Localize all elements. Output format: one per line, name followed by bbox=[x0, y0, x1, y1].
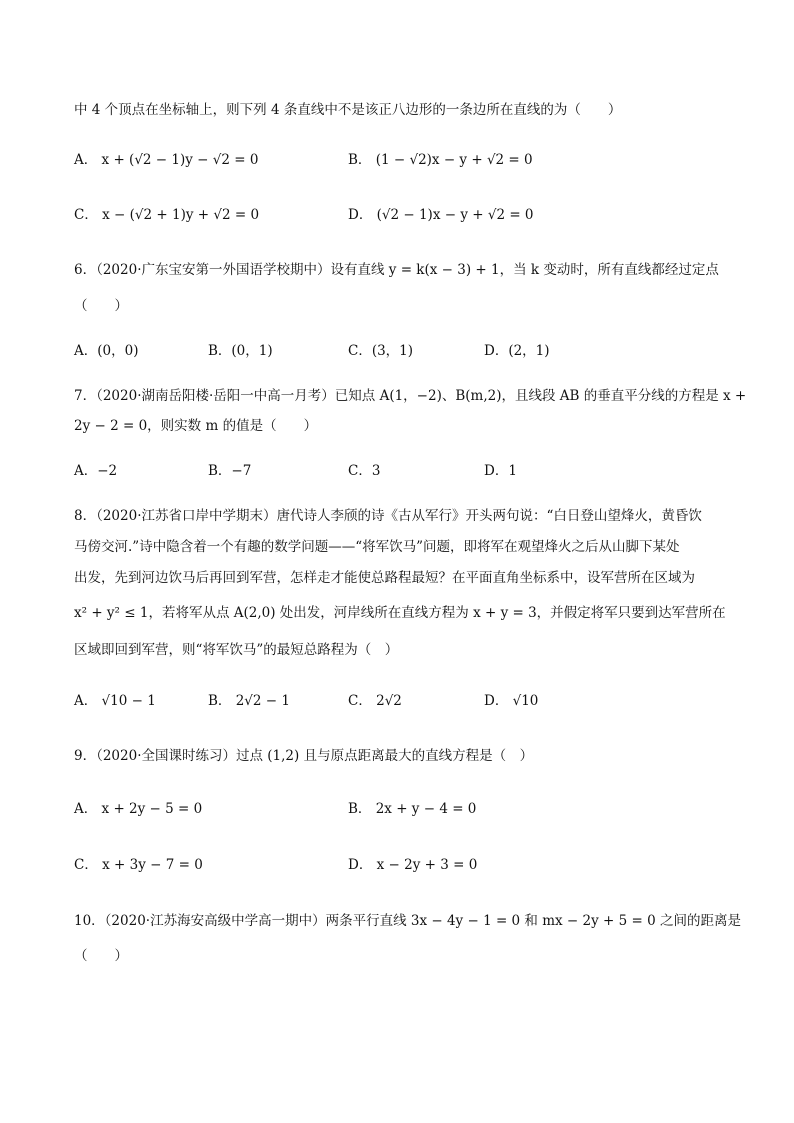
q5-option-c: C． x − (√2 + 1)y + √2 = 0 bbox=[74, 207, 260, 223]
q7-option-a: A．−2 bbox=[74, 463, 118, 479]
q5-option-a: A． x + (√2 − 1)y − √2 = 0 bbox=[74, 152, 259, 168]
q8-stem-line5: 区域即回到军营，则“将军饮马”的最短总路程为（ ） bbox=[74, 642, 399, 658]
q8-stem-line1: 8．（2020·江苏省口岸中学期末）唐代诗人李颀的诗《古从军行》开头两句说：“白日登山望烽火，黄昏饮 bbox=[74, 508, 702, 524]
q8-option-b: B． 2√2 − 1 bbox=[208, 693, 290, 709]
q7-stem-line2: 2y − 2 = 0，则实数 m 的值是（ ） bbox=[74, 418, 318, 434]
q6-option-c: C．(3，1) bbox=[348, 343, 414, 359]
q5-stem: 中 4 个顶点在坐标轴上，则下列 4 条直线中不是该正八边形的一条边所在直线的为（ ） bbox=[74, 102, 622, 118]
q9-stem: 9．（2020·全国课时练习）过点 (1,2) 且与原点距离最大的直线方程是（ ） bbox=[74, 748, 534, 764]
q9-option-d: D． x − 2y + 3 = 0 bbox=[348, 857, 478, 873]
q8-stem-line4: x² + y² ≤ 1，若将军从点 A(2,0) 处出发，河岸线所在直线方程为 x + y = 3，并假定将军只要到达军营所在 bbox=[74, 605, 726, 621]
q8-stem-line2: 马傍交河.”诗中隐含着一个有趣的数学问题——“将军饮马”问题，即将军在观望烽火之后从山脚下某处 bbox=[74, 539, 680, 555]
q9-option-b: B． 2x + y − 4 = 0 bbox=[348, 801, 477, 817]
q9-option-c: C． x + 3y − 7 = 0 bbox=[74, 857, 203, 873]
q5-option-b: B． (1 − √2)x − y + √2 = 0 bbox=[348, 152, 533, 168]
q6-option-b: B．(0，1) bbox=[208, 343, 273, 359]
q6-stem-line1: 6．（2020·广东宝安第一外国语学校期中）设有直线 y = k(x − 3) + 1，当 k 变动时，所有直线都经过定点 bbox=[74, 262, 719, 278]
q6-option-a: A．(0，0) bbox=[74, 343, 139, 359]
q7-option-b: B．−7 bbox=[208, 463, 252, 479]
q10-stem-line1: 10．（2020·江苏海安高级中学高一期中）两条平行直线 3x − 4y − 1 = 0 和 mx − 2y + 5 = 0 之间的距离是 bbox=[74, 913, 742, 929]
q10-stem-line2: （ ） bbox=[74, 948, 128, 964]
q7-option-d: D．1 bbox=[484, 463, 517, 479]
q7-stem-line1: 7．（2020·湖南岳阳楼·岳阳一中高一月考）已知点 A(1，−2)、B(m,2)，且线段 AB 的垂直平分线的方程是 x + bbox=[74, 388, 747, 404]
q8-option-c: C． 2√2 bbox=[348, 693, 402, 709]
q7-option-c: C．3 bbox=[348, 463, 381, 479]
q6-option-d: D．(2，1) bbox=[484, 343, 550, 359]
q6-stem-line2: （ ） bbox=[74, 298, 128, 314]
q8-stem-line3: 出发，先到河边饮马后再回到军营，怎样走才能使总路程最短？在平面直角坐标系中，设军营所在区域为 bbox=[74, 570, 695, 586]
q9-option-a: A． x + 2y − 5 = 0 bbox=[74, 801, 203, 817]
q8-option-d: D． √10 bbox=[484, 693, 539, 709]
q8-option-a: A． √10 − 1 bbox=[74, 693, 156, 709]
q5-option-d: D． (√2 − 1)x − y + √2 = 0 bbox=[348, 207, 534, 223]
